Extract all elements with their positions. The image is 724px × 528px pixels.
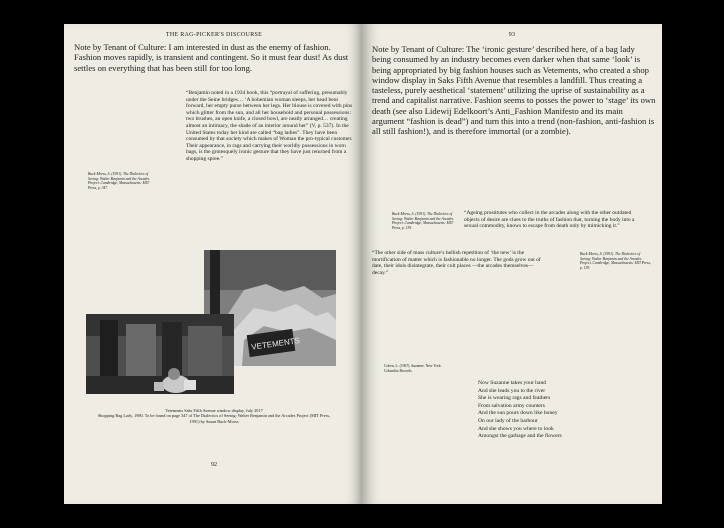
lead-note: Note by Tenant of Culture: The ‘ironic gesture’ described here, of a bag lady being consumed by an industry becomes even darker when that same ‘look’ is being appropriated by big fashion houses such as Vetements, who created a shop window display in Saks Fifth Avenue that resembles a landfill. Thus creating a tasteless, purely aesthetical ‘statement’ utilizing the uprise of sustainability as a trend and capitalist narrative. Fashion seems to posses the power to ‘stage’ its own death (see also Lidewij Edelkoort’s Anti_Fashion Manifesto and its main argument “fashion is dead”) and turn this into a trend (non-fashion, anti-fashion is all still fashion!), and is therefore immortal (or a zombie). <box>372 44 656 137</box>
bag-lady-image <box>86 314 234 394</box>
lead-note: Note by Tenant of Culture: I am interested in dust as the enemy of fashion. Fashion moves rapidly, is transient and contingent. So it must fear dust! As dust settles on everything that has been still for too long. <box>74 42 349 73</box>
bag-lady-photo <box>86 314 234 394</box>
photo-caption: Vetements Saks Fifth Avenue window display, July 2017 Shopping Bag Lady, 1980. To be found on page 347 of The Dialectics of Seeing: Walter Benjamin and the Arcades Project (MIT Press, 1991) by Susan Buck-Morss <box>97 408 331 424</box>
vetements-bag-text: VETEMENTS <box>250 336 301 352</box>
suzanne-lyrics: Now Suzanne takes your hand And she leads you to the river She is wearing rags and feathers From salvation army counters And the sun pours down like honey On our lady of the harbour And she shows you where to look Amongst the garbage and the flowers <box>478 380 562 440</box>
right-page <box>362 24 662 504</box>
left-page <box>64 24 364 504</box>
citation-2: Buck-Morss, S. (1991). The Dialectics of Seeing: Walter Benjamin and the Arcades Project. Cambridge, Massachusetts: MIT Press, p. 139. <box>580 252 651 270</box>
benjamin-quote: “Benjamin noted in a 1934 book, this “portrayal of suffering, presumably under the Seine bridges… ‘A bohemian woman sleeps, her head bent forward, her empty purse between her legs. Her blouse is covered with pins which glitter from the sun, and all her household and personal possessions: two brushes, an open knife, a closed bowl, are neatly arranged… creating almost an intimacy, the shade of an interior around her” (V, p. 537). In the United States today her kind are called “bag ladies”. They have been consumed by that society which makes of Woman the pro-typical customer. Their appearance, in rags and carrying their worldly possessions in worn bags, is the grotesquely ironic gesture that they have just returned from a shopping spree.” <box>186 90 353 162</box>
citation: Buck-Morss, S. (1991). The Dialectics of Seeing: Walter Benjamin and the Arcades Project. Cambridge, Massachusetts: MIT Press, p. 347. <box>88 172 150 190</box>
citation-3: Cohen, L. (1967). Suzanne. New York: Columbia Records. <box>384 364 442 373</box>
mass-culture-quote: “The other side of mass culture’s hellish repetition of ‘the new’ is the mortification of matter which is fashionable no longer. The gods grow out of date, their idols disintegrate, their cult places —the arcades themselves— decay.” <box>372 250 541 276</box>
running-head: THE RAG-PICKER'S DISCOURSE <box>165 32 263 38</box>
page-number-top: 93 <box>508 32 516 38</box>
page-number-left: 92 <box>211 462 217 468</box>
prostitutes-quote: “Ageing prostitutes who collect in the arcades along with the other outdated objects of desire are clues to the truths of fashion that, turning the body into a sexual commodity, knows to escape from death only by mimicking it.” <box>464 210 635 230</box>
citation-1: Buck-Morss, S. (1991). The Dialectics of Seeing: Walter Benjamin and the Arcades Project. Cambridge, Massachusetts: MIT Press, p. 139. <box>392 212 454 230</box>
